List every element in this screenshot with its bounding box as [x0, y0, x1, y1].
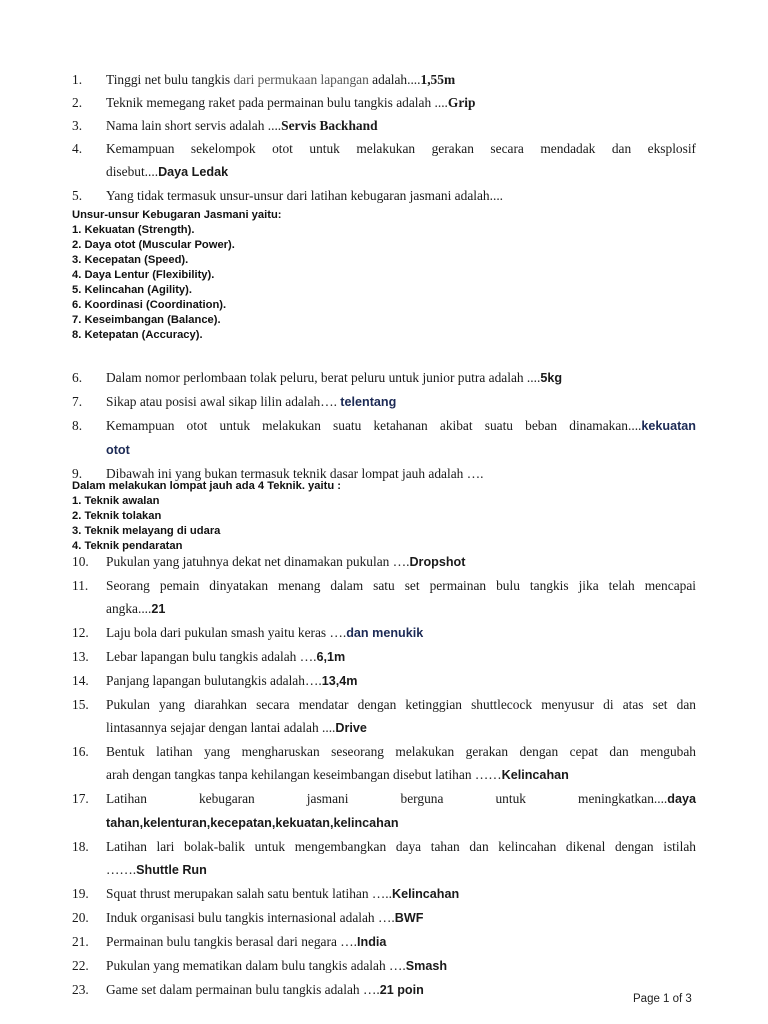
note-list-item: 7. Keseimbangan (Balance). [72, 314, 221, 326]
question-text: Game set dalam permainan bulu tangkis adalah …. [106, 982, 380, 997]
question-text: angka.... [106, 601, 152, 616]
question-body [106, 137, 696, 184]
question-item [72, 114, 696, 137]
question-list-3 [72, 550, 696, 1002]
question-line [106, 787, 696, 811]
question-item [72, 906, 696, 930]
question-body [106, 366, 696, 390]
question-body [106, 954, 696, 978]
question-line [106, 811, 696, 835]
question-text: Sikap atau posisi awal sikap lilin adalah…. [106, 394, 341, 409]
question-item [72, 621, 696, 645]
question-number: 23. [72, 982, 89, 997]
question-text: Latihan kebugaran jasmani berguna untuk meningkatkan.... [106, 791, 668, 806]
question-body [106, 669, 696, 693]
question-text: Tinggi net bulu tangkis [106, 72, 234, 87]
question-text: Teknik memegang raket pada permainan bulu tangkis adalah .... [106, 95, 448, 110]
answer-text: 21 poin [379, 983, 424, 997]
question-number: 14. [72, 673, 89, 688]
question-number: 11. [72, 578, 89, 593]
question-line [106, 414, 696, 438]
question-number: 5. [72, 188, 83, 203]
question-item [72, 740, 696, 787]
answer-text: daya [667, 792, 696, 806]
question-line [106, 597, 696, 621]
question-text: Pukulan yang jatuhnya dekat net dinamakan pukulan …. [106, 554, 410, 569]
question-number: 1. [72, 72, 83, 87]
question-body [106, 114, 696, 137]
question-body [106, 414, 696, 462]
question-number: 21. [72, 934, 89, 949]
answer-text: Servis Backhand [281, 118, 378, 133]
question-text: Pukulan yang mematikan dalam bulu tangkis adalah …. [106, 958, 406, 973]
question-body [106, 550, 696, 574]
answer-text: dan menukik [346, 626, 424, 640]
question-text: disebut.... [106, 164, 159, 179]
answer-text: 6,1m [316, 650, 346, 664]
answer-text: BWF [394, 911, 424, 925]
question-text: ……. [106, 862, 137, 877]
question-body [106, 930, 696, 954]
question-number: 10. [72, 554, 89, 569]
question-body [106, 740, 696, 787]
answer-text: 1,55m [420, 72, 456, 87]
question-item [72, 366, 696, 390]
question-text: Panjang lapangan bulutangkis adalah…. [106, 673, 322, 688]
note-list-item: 5. Kelincahan (Agility). [72, 284, 192, 296]
question-text: Dalam nomor perlombaan tolak peluru, berat peluru untuk junior putra adalah .... [106, 370, 541, 385]
question-item [72, 669, 696, 693]
answer-text: Dropshot [409, 555, 466, 569]
answer-text: Drive [335, 721, 367, 735]
question-text: Pukulan yang diarahkan secara mendatar dengan ketinggian shuttlecock menyusur di atas set dan [106, 697, 696, 712]
question-line [106, 716, 696, 740]
question-number: 19. [72, 886, 89, 901]
note-list-item: 4. Teknik pendaratan [72, 540, 183, 552]
question-body [106, 68, 696, 91]
question-text: Kemampuan otot untuk melakukan suatu ketahanan akibat suatu beban dinamakan.... [106, 418, 642, 433]
question-text: Induk organisasi bulu tangkis internasional adalah …. [106, 910, 395, 925]
question-item [72, 574, 696, 621]
question-number: 22. [72, 958, 89, 973]
answer-text: 13,4m [321, 674, 358, 688]
page-number: Page 1 of 3 [633, 993, 692, 1005]
question-line [106, 693, 696, 716]
question-number: 7. [72, 394, 83, 409]
question-list-2 [72, 366, 696, 485]
question-list-1 [72, 68, 696, 207]
answer-text: Grip [447, 95, 476, 110]
question-item [72, 787, 696, 835]
question-text: dari permukaan lapangan [233, 72, 369, 87]
fitness-components-note [72, 208, 672, 343]
question-item [72, 978, 696, 1002]
note-heading: Unsur-unsur Kebugaran Jasmani yaitu: [72, 209, 282, 221]
question-line [106, 160, 696, 184]
long-jump-techniques-note [72, 479, 672, 554]
answer-text: Kelincahan [391, 887, 460, 901]
note-list-item: 2. Daya otot (Muscular Power). [72, 239, 235, 251]
note-list-item: 2. Teknik tolakan [72, 510, 162, 522]
answer-text: otot [106, 443, 130, 457]
answer-text: Kelincahan [501, 768, 569, 782]
question-text: Yang tidak termasuk unsur-unsur dari latihan kebugaran jasmani adalah.... [106, 188, 504, 203]
question-number: 9. [72, 466, 83, 481]
question-item [72, 930, 696, 954]
question-body [106, 390, 696, 414]
question-body [106, 645, 696, 669]
question-text: Latihan lari bolak-balik untuk mengembangkan daya tahan dan kelincahan dikenal dengan istilah [106, 839, 696, 854]
answer-text: Smash [405, 959, 448, 973]
question-line [106, 137, 696, 160]
answer-text: India [357, 935, 387, 949]
question-text: Lebar lapangan bulu tangkis adalah …. [106, 649, 317, 664]
question-body [106, 693, 696, 740]
note-list-item: 1. Kekuatan (Strength). [72, 224, 195, 236]
question-body [106, 91, 696, 114]
question-item [72, 693, 696, 740]
question-item [72, 835, 696, 882]
question-body [106, 906, 696, 930]
answer-text: Shuttle Run [136, 863, 207, 877]
question-number: 18. [72, 839, 89, 854]
question-number: 12. [72, 625, 89, 640]
question-body [106, 835, 696, 882]
note-heading: Dalam melakukan lompat jauh ada 4 Teknik. yaitu : [72, 480, 342, 492]
question-text: Nama lain short servis adalah .... [106, 118, 282, 133]
question-line [106, 763, 696, 787]
question-item [72, 68, 696, 91]
question-item [72, 137, 696, 184]
answer-text: 21 [151, 602, 166, 616]
answer-text: Daya Ledak [158, 165, 229, 179]
question-number: 3. [72, 118, 83, 133]
question-line [106, 858, 696, 882]
question-text: Kemampuan sekelompok otot untuk melakukan gerakan secara mendadak dan eksplosif [106, 141, 696, 156]
question-text: lintasannya sejajar dengan lantai adalah .... [106, 720, 336, 735]
question-number: 16. [72, 744, 89, 759]
answer-text: tahan,kelenturan,kecepatan,kekuatan,kelincahan [106, 816, 399, 830]
question-body [106, 978, 696, 1002]
question-body [106, 184, 696, 207]
question-line [106, 835, 696, 858]
question-number: 15. [72, 697, 89, 712]
question-number: 20. [72, 910, 89, 925]
question-item [72, 184, 696, 207]
question-text: Squat thrust merupakan salah satu bentuk latihan ….. [106, 886, 392, 901]
question-body [106, 574, 696, 621]
question-body [106, 621, 696, 645]
question-text: Permainan bulu tangkis berasal dari negara …. [106, 934, 357, 949]
question-number: 6. [72, 370, 83, 385]
note-list-item: 3. Teknik melayang di udara [72, 525, 221, 537]
question-number: 17. [72, 791, 89, 806]
answer-text: kekuatan [641, 419, 696, 433]
question-item [72, 414, 696, 462]
note-list-item: 3. Kecepatan (Speed). [72, 254, 189, 266]
question-text: adalah.... [368, 72, 421, 87]
question-text: Dibawah ini yang bukan termasuk teknik dasar lompat jauh adalah …. [106, 466, 484, 481]
question-item [72, 91, 696, 114]
question-number: 2. [72, 95, 83, 110]
question-item [72, 550, 696, 574]
question-item [72, 954, 696, 978]
question-number: 13. [72, 649, 89, 664]
note-list-item: 8. Ketepatan (Accuracy). [72, 329, 203, 341]
question-number: 8. [72, 418, 83, 433]
question-body [106, 787, 696, 835]
question-number: 4. [72, 141, 83, 156]
question-body [106, 882, 696, 906]
note-list-item: 1. Teknik awalan [72, 495, 160, 507]
answer-text: telentang [340, 395, 397, 409]
question-text: arah dengan tangkas tanpa kehilangan keseimbangan disebut latihan …… [106, 767, 502, 782]
question-line [106, 740, 696, 763]
note-list-item: 4. Daya Lentur (Flexibility). [72, 269, 215, 281]
question-line [106, 438, 696, 462]
question-text: Bentuk latihan yang mengharuskan seseorang melakukan gerakan dengan cepat dan mengubah [106, 744, 696, 759]
question-line [106, 574, 696, 597]
question-item [72, 645, 696, 669]
question-text: Laju bola dari pukulan smash yaitu keras …. [106, 625, 347, 640]
note-list-item: 6. Koordinasi (Coordination). [72, 299, 227, 311]
question-text: Seorang pemain dinyatakan menang dalam satu set permainan bulu tangkis jika telah mencapai [106, 578, 696, 593]
question-item [72, 882, 696, 906]
answer-text: 5kg [540, 371, 563, 385]
question-item [72, 390, 696, 414]
